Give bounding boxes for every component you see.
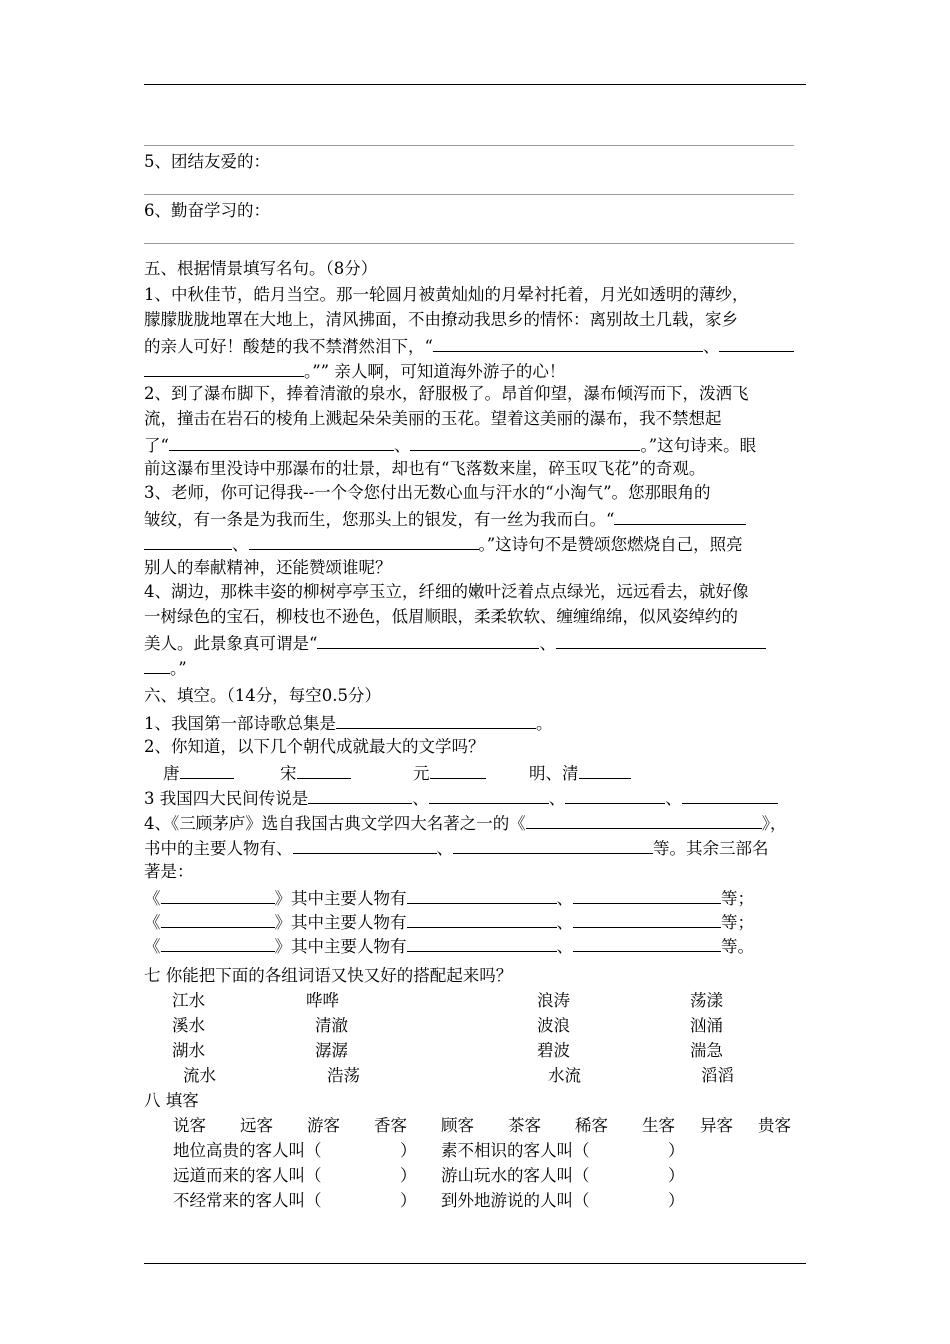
s7-word: 波浪 [537,1016,570,1035]
s5-title: 五、根据情景填写名句。（8分） [144,259,378,278]
s8-left-q: 远道而来的客人叫（ [173,1166,322,1185]
s7-word: 湍急 [690,1041,723,1060]
s6-q3: 3 我国四大民间传说是 、 、 、 [144,787,778,809]
answer-line [144,243,794,244]
dynasty-song: 宋 [280,762,351,784]
s7-word: 碧波 [537,1041,570,1060]
s6-q4-line3: 著是： [144,862,194,881]
s7-word: 浪涛 [537,991,570,1010]
s5-q2-line1: 2、到了瀑布脚下，捧着清澈的泉水，舒服极了。昂首仰望，瀑布倾泻而下，泼洒飞 [144,384,749,403]
s7-word: 流水 [183,1066,216,1085]
s8-title: 八 填客 [144,1091,199,1110]
s8-word: 香客 [374,1116,407,1135]
s8-close: ） [400,1191,417,1210]
s7-word: 湖水 [172,1041,205,1060]
s8-right-q: 到外地游说的人叫（ [441,1191,590,1210]
s5-q1-line1: 1、中秋佳节，皓月当空。那一轮圆月被黄灿灿的月晕衬托着，月光如透明的薄纱， [144,285,749,304]
s7-word: 潺潺 [315,1041,348,1060]
s8-close: ） [668,1141,685,1160]
s7-word: 浩荡 [327,1066,360,1085]
s5-q4-line3: 美人。此景象真可谓是“ 、 [144,632,766,654]
s7-word: 汹涌 [690,1016,723,1035]
s5-q3-line3: 、 。”这诗句不是赞颂您燃烧自己，照亮 [144,533,743,555]
s5-q3-line2: 皱纹，有一条是为我而生，您那头上的银发，有一丝为我而白。“ [144,508,746,530]
answer-line [144,194,794,195]
book-row: 《 》其中主要人物有 、 等； [144,913,754,932]
answer-line [144,145,794,146]
dynasty-ming-qing: 明、清 [529,762,631,784]
s7-word: 滔滔 [701,1066,734,1085]
book-row: 《 》其中主要人物有 、 等。 [144,937,754,956]
dynasty-yuan: 元 [413,762,486,784]
s5-q2-line3: 了“ 、 。”这句诗来。眼 [144,436,757,455]
s5-q3-line4: 别人的奉献精神，还能赞颂谁呢？ [144,558,392,577]
s8-word: 远客 [240,1116,273,1135]
s4-q5: 5、团结友爱的： [144,152,270,171]
s7-title: 七 你能把下面的各组词语又快又好的搭配起来吗？ [144,966,513,985]
s8-left-q: 地位高贵的客人叫（ [173,1141,322,1160]
s6-q2: 2、你知道，以下几个朝代成就最大的文学吗？ [144,737,485,756]
s5-q1-line2: 朦朦胧胧地罩在大地上，清风拂面，不由撩动我思乡的情怀：离别故土几载，家乡 [144,310,738,329]
s6-q4-line2: 书中的主要人物有、 、 等。其余三部名 [144,839,769,858]
s8-left-q: 不经常来的客人叫（ [173,1191,322,1210]
s8-word: 贵客 [758,1116,791,1135]
book-row: 《 》其中主要人物有 、 等； [144,889,754,908]
s7-word: 清澈 [315,1016,348,1035]
s5-q1-line4: 。”” 亲人啊，可知道海外游子的心！ [144,360,565,382]
s6-title: 六、填空。（14分，每空0.5分） [144,686,381,705]
s7-word: 江水 [172,991,205,1010]
s6-q1: 1、我国第一部诗歌总集是 。 [144,714,553,733]
s8-word: 生客 [642,1116,675,1135]
s7-word: 溪水 [172,1016,205,1035]
s8-word: 顾客 [441,1116,474,1135]
s8-word: 说客 [173,1116,206,1135]
s8-close: ） [668,1191,685,1210]
s4-q6: 6、勤奋学习的： [144,201,270,220]
s8-close: ） [400,1141,417,1160]
s6-q4-line1: 4、《三顾茅庐》选自我国古典文学四大名著之一的《 》， [144,814,787,833]
s8-word: 稀客 [575,1116,608,1135]
bottom-rule [144,1263,806,1264]
s8-word: 异客 [700,1116,733,1135]
s7-word: 哗哗 [306,991,339,1010]
s7-word: 水流 [548,1066,581,1085]
s5-q1-line3: 的亲人可好！酸楚的我不禁潸然泪下，“ 、 [144,335,794,357]
s5-q2-line4: 前这瀑布里没诗中那瀑布的壮景，却也有“飞落数来崖，碎玉叹飞花”的奇观。 [144,459,706,478]
s7-word: 荡漾 [690,991,723,1010]
s8-right-q: 素不相识的客人叫（ [441,1141,590,1160]
s8-word: 游客 [307,1116,340,1135]
s5-q2-line2: 流，撞击在岩石的棱角上溅起朵朵美丽的玉花。望着这美丽的瀑布，我不禁想起 [144,409,722,428]
top-rule [144,84,806,85]
s5-q4-line2: 一树绿色的宝石，柳枝也不逊色，低眉顺眼，柔柔软软、缠缠绵绵，似风姿绰约的 [144,607,738,626]
s5-q3-line1: 3、老师，你可记得我--一个令您付出无数心血与汗水的“小淘气”。您那眼角的 [144,483,711,502]
s5-q4-line1: 4、湖边，那株丰姿的柳树亭亭玉立，纤细的嫩叶泛着点点绿光，远远看去，就好像 [144,582,749,601]
s8-right-q: 游山玩水的客人叫（ [441,1166,590,1185]
s5-q4-line4: 。” [144,657,187,679]
dynasty-tang: 唐 [163,762,234,784]
s8-close: ） [400,1166,417,1185]
s8-word: 茶客 [508,1116,541,1135]
s8-close: ） [668,1166,685,1185]
